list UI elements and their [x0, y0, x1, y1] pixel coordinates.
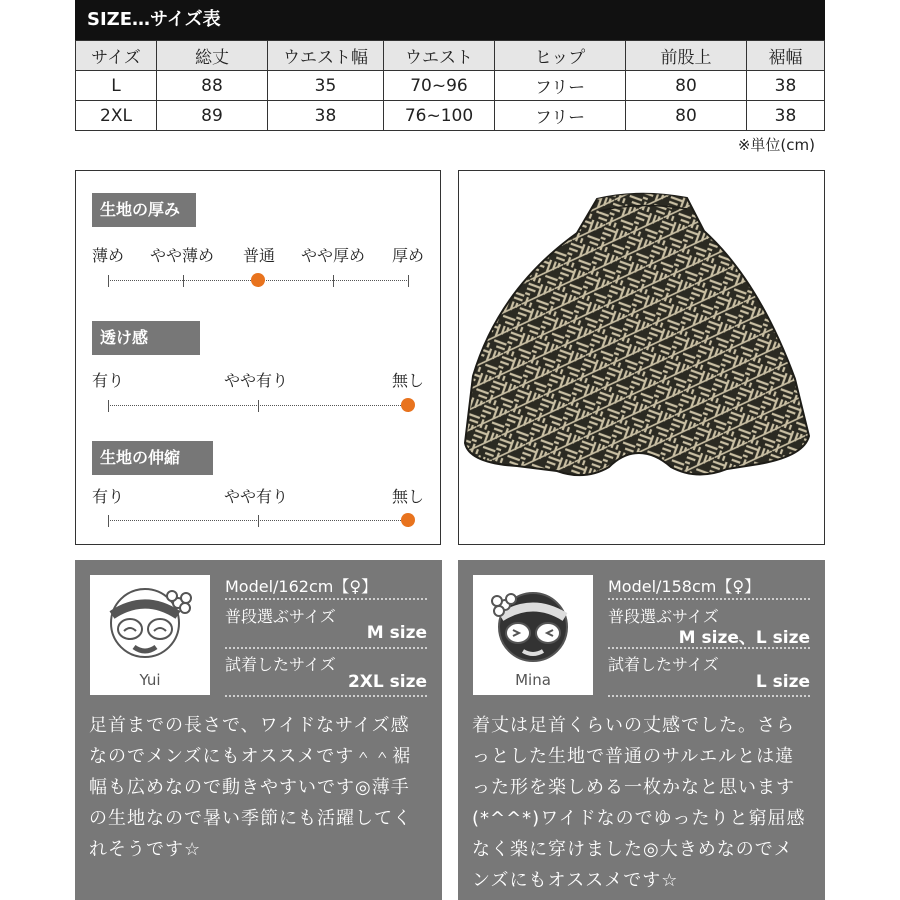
- scale-label: やや厚め: [301, 246, 366, 265]
- scale-tick: [408, 275, 409, 287]
- product-photo-panel: [458, 170, 825, 545]
- scale-tick: [108, 275, 109, 287]
- column-header: 前股上: [626, 41, 747, 71]
- divider: [608, 598, 810, 600]
- sheerness-scale: [108, 405, 409, 406]
- scale-label: やや有り: [224, 487, 289, 506]
- column-header: サイズ: [76, 41, 157, 71]
- sheerness-indicator: [401, 398, 415, 412]
- scale-tick: [258, 515, 259, 527]
- model-info: Model/162cm【♀】: [225, 577, 378, 596]
- scale-label: やや有り: [224, 371, 289, 390]
- fabric-properties-panel: [75, 170, 441, 545]
- scale-label: 普通: [243, 246, 276, 265]
- scale-label: 無し: [392, 487, 425, 506]
- table-cell: 38: [747, 71, 825, 101]
- usual-size-value: M size、L size: [678, 628, 810, 648]
- table-cell: 89: [157, 101, 268, 131]
- tried-size-label: 試着したサイズ: [608, 655, 719, 674]
- column-header: 総丈: [157, 41, 268, 71]
- scale-label: やや薄め: [150, 246, 215, 265]
- unit-note: ※単位(cm): [737, 136, 815, 154]
- table-cell: フリー: [495, 101, 626, 131]
- table-cell: 70~96: [384, 71, 495, 101]
- scale-tick: [333, 275, 334, 287]
- table-cell: L: [76, 71, 157, 101]
- divider: [608, 695, 810, 697]
- table-cell: 38: [747, 101, 825, 131]
- usual-size-label: 普段選ぶサイズ: [608, 607, 719, 626]
- scale-label: 厚め: [392, 246, 425, 265]
- scale-tick: [258, 400, 259, 412]
- stretch-title: 生地の伸縮: [92, 441, 213, 475]
- model-info: Model/158cm【♀】: [608, 577, 761, 596]
- divider: [225, 598, 427, 600]
- size-table: [75, 40, 825, 131]
- table-cell: フリー: [495, 71, 626, 101]
- stretch-indicator: [401, 513, 415, 527]
- scale-label: 有り: [92, 487, 125, 506]
- scale-label: 無し: [392, 371, 425, 390]
- stretch-scale: [108, 520, 409, 521]
- avatar: [473, 575, 593, 695]
- model-name: Yui: [139, 671, 161, 689]
- sheerness-title: 透け感: [92, 321, 200, 355]
- thickness-scale: [108, 280, 409, 281]
- table-cell: 80: [626, 71, 747, 101]
- table-row: [76, 71, 825, 101]
- model-card-mina: [458, 560, 825, 900]
- model-comment: 足首までの長さで、ワイドなサイズ感なのでメンズにもオススメです＾＾裾幅も広めなので動きやすいです◎薄手の生地なので暑い季節にも活躍してくれそうです☆: [89, 715, 412, 860]
- tried-size-value: L size: [755, 672, 810, 692]
- usual-size-label: 普段選ぶサイズ: [225, 607, 336, 626]
- scale-label: 薄め: [92, 246, 125, 265]
- scale-tick: [183, 275, 184, 287]
- divider: [608, 647, 810, 649]
- usual-size-value: M size: [366, 623, 427, 643]
- pants-image: [459, 171, 824, 544]
- model-comment: 着丈は足首くらいの丈感でした。さらっとした生地で普通のサルエルとは違った形を楽しめる一枚かなと思います(*^^*)ワイドなのでゆったりと窮屈感なく楽に穿けました◎大きめなのでメンズにもオススメです☆: [472, 715, 806, 891]
- divider: [225, 695, 427, 697]
- scale-tick: [108, 515, 109, 527]
- thickness-indicator: [251, 273, 265, 287]
- table-cell: 80: [626, 101, 747, 131]
- tried-size-value: 2XL size: [347, 672, 427, 692]
- divider: [225, 647, 427, 649]
- table-cell: 76~100: [384, 101, 495, 131]
- model-card-yui: [75, 560, 442, 900]
- tried-size-label: 試着したサイズ: [225, 655, 336, 674]
- column-header: 裾幅: [747, 41, 825, 71]
- scale-tick: [108, 400, 109, 412]
- column-header: ヒップ: [495, 41, 626, 71]
- thickness-title: 生地の厚み: [92, 193, 196, 227]
- size-table-header: SIZE…サイズ表: [75, 0, 825, 40]
- table-cell: 2XL: [76, 101, 157, 131]
- table-header-row: [76, 41, 825, 71]
- table-row: [76, 101, 825, 131]
- table-cell: 88: [157, 71, 268, 101]
- column-header: ウエスト: [384, 41, 495, 71]
- model-name: Mina: [515, 671, 551, 689]
- avatar: [90, 575, 210, 695]
- table-cell: 38: [268, 101, 384, 131]
- scale-label: 有り: [92, 371, 125, 390]
- column-header: ウエスト幅: [268, 41, 384, 71]
- table-cell: 35: [268, 71, 384, 101]
